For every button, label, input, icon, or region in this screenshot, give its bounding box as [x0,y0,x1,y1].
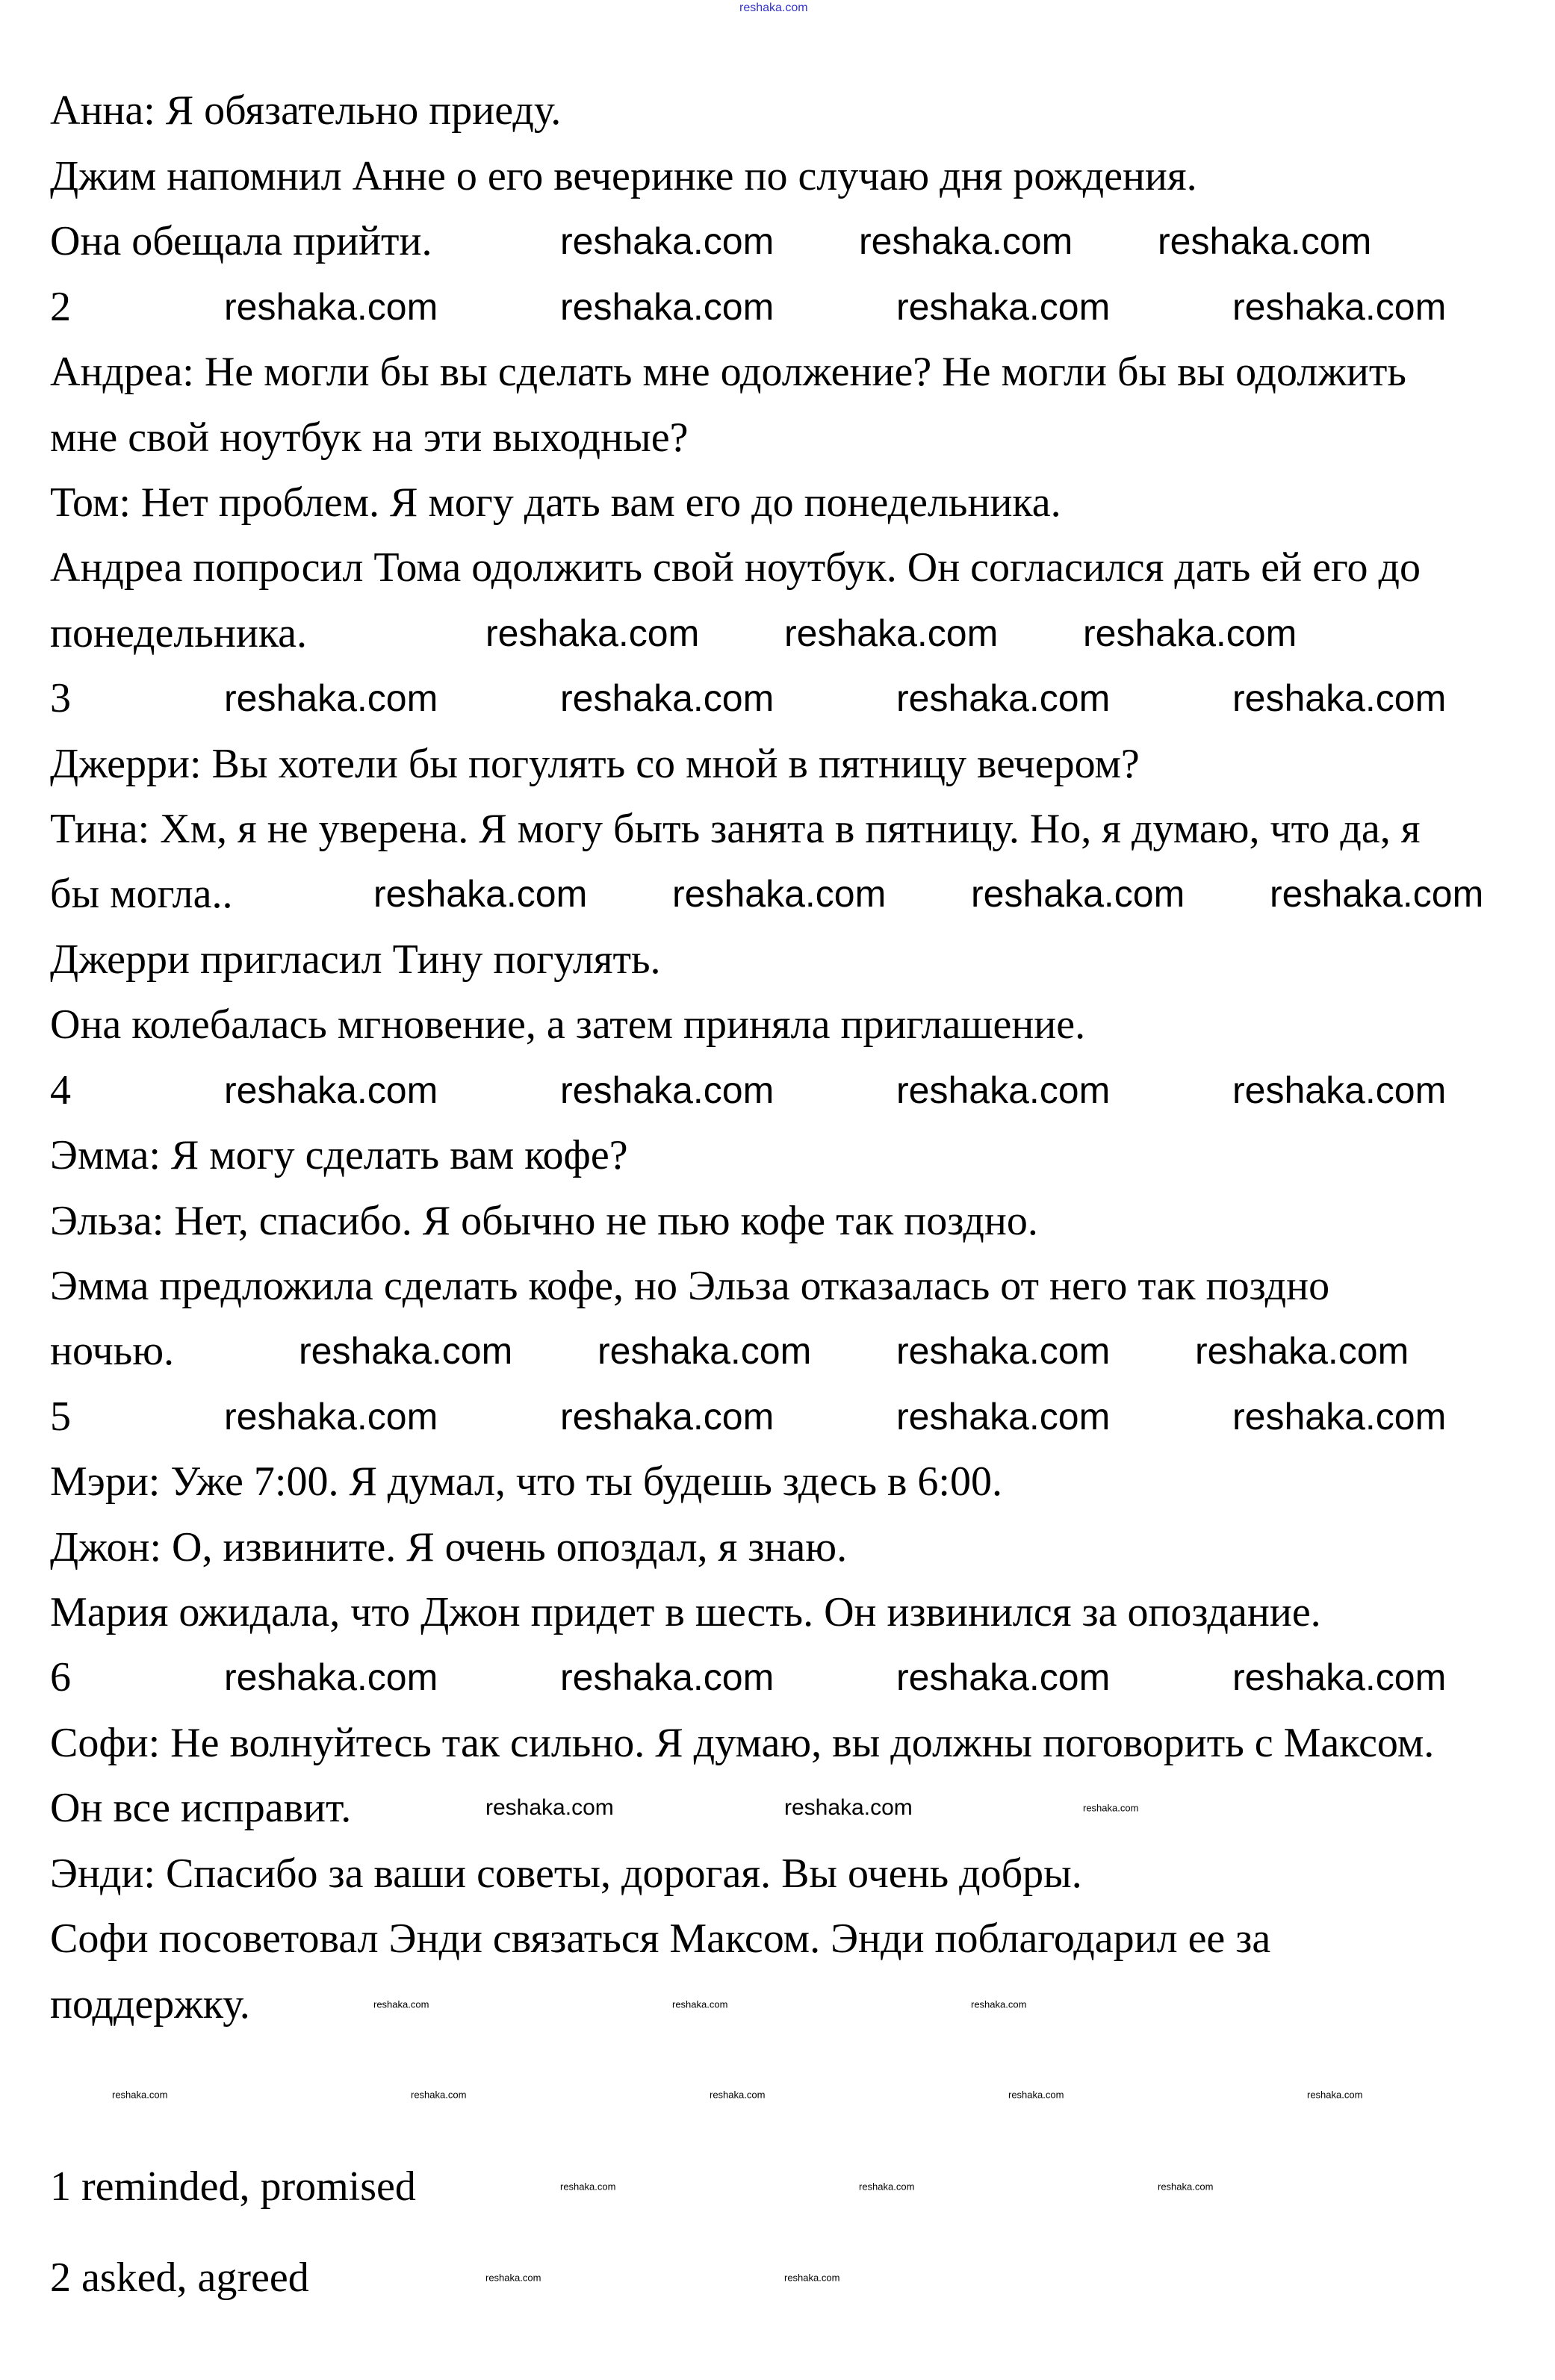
text-line: 1 reminded, promised [50,2163,416,2210]
watermark: reshaka.com [560,286,775,328]
watermark: reshaka.com [896,1396,1111,1438]
watermark: reshaka.com [784,2272,840,2284]
watermark: reshaka.com [373,1998,429,2010]
watermark: reshaka.com [224,1069,438,1111]
watermark: reshaka.com [373,873,588,915]
text-line: Он все исправит. [50,1785,352,1831]
watermark: reshaka.com [971,1998,1027,2010]
site-link[interactable]: reshaka.com [739,1,808,14]
watermark: reshaka.com [784,612,999,654]
text-line: 5 [50,1393,71,1440]
text-line: ночью. [50,1328,175,1374]
text-line: 3 [50,675,71,721]
watermark: reshaka.com [112,2089,168,2101]
watermark: reshaka.com [1008,2089,1064,2101]
watermark: reshaka.com [1232,286,1447,328]
watermark: reshaka.com [485,1795,614,1820]
watermark: reshaka.com [224,1656,438,1698]
watermark: reshaka.com [1083,612,1297,654]
watermark: reshaka.com [896,1656,1111,1698]
text-line: Джерри пригласил Тину погулять. [50,936,661,983]
text-line: 4 [50,1067,71,1113]
watermark: reshaka.com [1232,1069,1447,1111]
text-line: Эмма: Я могу сделать вам кофе? [50,1132,628,1178]
watermark: reshaka.com [672,1998,728,2010]
watermark: reshaka.com [598,1330,812,1372]
watermark: reshaka.com [1195,1330,1409,1372]
watermark: reshaka.com [896,677,1111,719]
watermark: reshaka.com [896,286,1111,328]
watermark: reshaka.com [784,1795,913,1820]
text-line: Мария ожидала, что Джон придет в шесть. Он извинился за опоздание. [50,1589,1321,1635]
text-line: Софи: Не волнуйтесь так сильно. Я думаю, вы должны поговорить с Максом. [50,1720,1435,1766]
watermark: reshaka.com [224,1396,438,1438]
text-line: мне свой ноутбук на эти выходные? [50,414,689,461]
text-line: Энди: Спасибо за ваши советы, дорогая. Вы очень добры. [50,1851,1082,1897]
text-line: Андреа: Не могли бы вы сделать мне одолжение? Не могли бы вы одолжить [50,349,1406,395]
watermark: reshaka.com [1158,2181,1214,2193]
text-line: понедельника. [50,610,308,656]
text-line: Джерри: Вы хотели бы погулять со мной в пятницу вечером? [50,741,1140,787]
text-line: Джон: О, извините. Я очень опоздал, я знаю. [50,1524,848,1570]
text-line: Мэри: Уже 7:00. Я думал, что ты будешь здесь в 6:00. [50,1458,1002,1505]
watermark: reshaka.com [1307,2089,1363,2101]
text-line: Том: Нет проблем. Я могу дать вам его до понедельника. [50,479,1061,526]
text-line: Она колебалась мгновение, а затем приняла приглашение. [50,1001,1086,1048]
text-line: 2 asked, agreed [50,2255,309,2301]
watermark: reshaka.com [224,677,438,719]
text-line: Андреа попросил Тома одолжить свой ноутбук. Он согласился дать ей его до [50,544,1421,591]
watermark: reshaka.com [1083,1802,1139,1814]
watermark: reshaka.com [1232,1656,1447,1698]
watermark: reshaka.com [560,1396,775,1438]
watermark: reshaka.com [672,873,887,915]
text-line: Софи посоветовал Энди связаться Максом. Энди поблагодарил ее за [50,1916,1271,1962]
text-line: поддержку. [50,1981,250,2028]
watermark: reshaka.com [859,220,1073,262]
watermark: reshaka.com [299,1330,513,1372]
text-line: Джим напомнил Анне о его вечеринке по случаю дня рождения. [50,153,1197,199]
watermark: reshaka.com [896,1330,1111,1372]
text-line: 6 [50,1654,71,1700]
text-line: Эльза: Нет, спасибо. Я обычно не пью кофе так поздно. [50,1198,1038,1244]
watermark: reshaka.com [560,220,775,262]
watermark: reshaka.com [485,2272,541,2284]
text-line: Тина: Хм, я не уверена. Я могу быть занята в пятницу. Но, я думаю, что да, я [50,806,1421,852]
watermark: reshaka.com [560,2181,616,2193]
text-line: бы могла.. [50,871,233,917]
watermark: reshaka.com [1232,677,1447,719]
text-line: Анна: Я обязательно приеду. [50,87,562,134]
watermark: reshaka.com [560,1656,775,1698]
watermark: reshaka.com [896,1069,1111,1111]
watermark: reshaka.com [560,677,775,719]
watermark: reshaka.com [411,2089,467,2101]
watermark: reshaka.com [560,1069,775,1111]
watermark: reshaka.com [224,286,438,328]
watermark: reshaka.com [1270,873,1484,915]
watermark: reshaka.com [1232,1396,1447,1438]
watermark: reshaka.com [1158,220,1372,262]
watermark: reshaka.com [710,2089,766,2101]
text-line: 2 [50,284,71,330]
text-line: Эмма предложила сделать кофе, но Эльза отказалась от него так поздно [50,1263,1330,1309]
text-line: Она обещала прийти. [50,218,432,264]
watermark: reshaka.com [971,873,1185,915]
watermark: reshaka.com [485,612,700,654]
watermark: reshaka.com [859,2181,915,2193]
